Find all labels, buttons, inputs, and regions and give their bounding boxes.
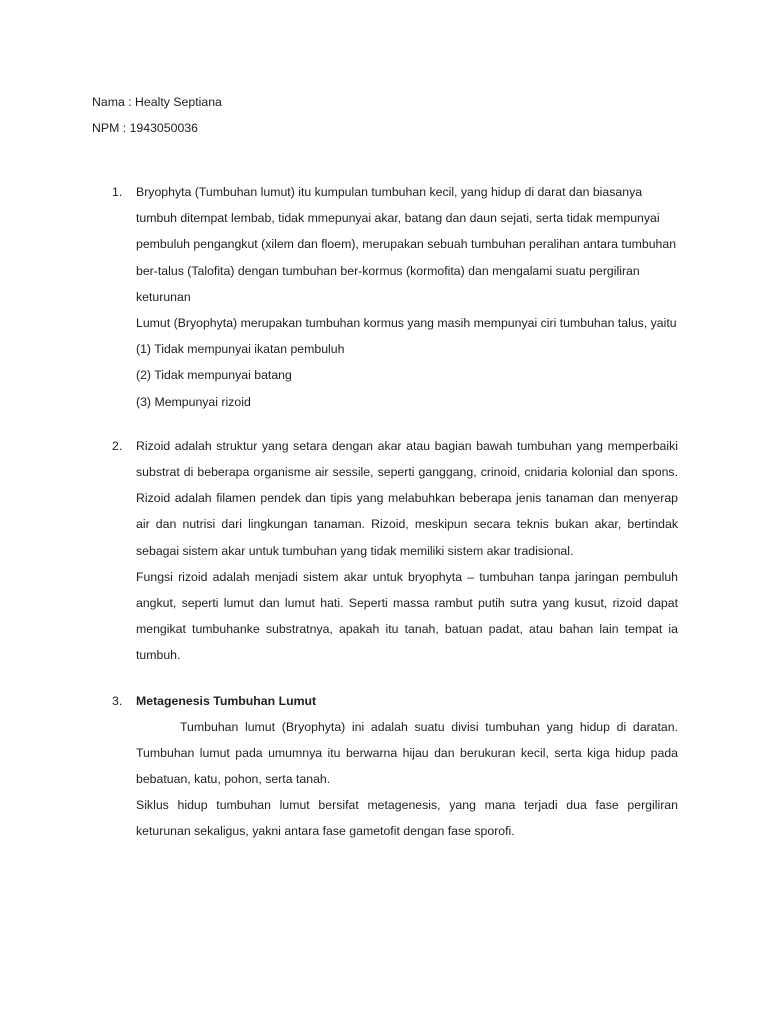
list-item-1	[92, 179, 678, 415]
item-3-paragraph-2: Siklus hidup tumbuhan lumut bersifat metagenesis, yang mana terjadi dua fase pergiliran keturunan sekaligus, yakni antara fase gametofit dengan fase sporofi.	[136, 798, 678, 839]
item-2-paragraph-2: Fungsi rizoid adalah menjadi sistem akar untuk bryophyta – tumbuhan tanpa jaringan pembuluh angkut, seperti lumut dan lumut hati. Seperti massa rambut putih sutra yang kusut, rizoid dapat mengikat tumbuhanke substratnya, apakah itu tanah, batuan padat, atau bahan lain tempat ia tumbuh.	[136, 569, 678, 663]
item-1-point-2: (2) Tidak mempunyai batang	[136, 368, 292, 383]
list-number-1: 1.	[112, 185, 123, 199]
list-item-2	[92, 433, 678, 669]
item-3-heading: Metagenesis Tumbuhan Lumut	[136, 693, 317, 708]
list-spacer	[92, 669, 678, 688]
item-1-point-1: (1) Tidak mempunyai ikatan pembuluh	[136, 342, 345, 357]
item-2-paragraph-1: Rizoid adalah struktur yang setara dengan akar atau bagian bawah tumbuhan yang memperbaiki substrat di beberapa organisme air sessile, seperti ganggang, crinoid, cnidaria kolonial dan spons. Rizoid adalah filamen pendek dan tipis yang melabuhkan beberapa jenis tanaman dan menyerap air dan nutrisi dari lingkungan tanaman. Rizoid, meskipun secara teknis bukan akar, bertindak sebagai sistem akar untuk tumbuhan yang tidak memiliki sistem akar tradisional.	[136, 438, 678, 558]
list-item-3	[92, 688, 678, 845]
item-3-paragraph-1: Tumbuhan lumut (Bryophyta) ini adalah suatu divisi tumbuhan yang hidup di daratan. Tumbuhan lumut pada umumnya itu berwarna hijau dan berukuran kecil, serta kiga hidup pada bebatuan, katu, pohon, serta tanah.	[136, 719, 678, 787]
item-1-paragraph-1: Bryophyta (Tumbuhan lumut) itu kumpulan tumbuhan kecil, yang hidup di darat dan biasanya tumbuh ditempat lembab, tidak mmepunyai akar, batang dan daun sejati, serta tidak mempunyai pembuluh pengangkut (xilem dan floem), merupakan sebuah tumbuhan peralihan antara tumbuhan ber-talus (Talofita) dengan tumbuhan ber-kormus (kormofita) dan mengalami suatu pergiliran keturunan	[136, 185, 677, 304]
item-1-point-3: (3) Mempunyai rizoid	[136, 394, 251, 409]
list-spacer	[92, 415, 678, 433]
list-number-2: 2.	[112, 438, 123, 453]
list-number-3: 3.	[112, 693, 123, 708]
numbered-list	[92, 179, 678, 845]
item-1-paragraph-2: Lumut (Bryophyta) merupakan tumbuhan kormus yang masih mempunyai ciri tumbuhan talus, yaitu	[136, 316, 677, 331]
student-name-line: Nama : Healty Septiana	[92, 95, 222, 109]
student-npm-line: NPM : 1943050036	[92, 121, 198, 135]
